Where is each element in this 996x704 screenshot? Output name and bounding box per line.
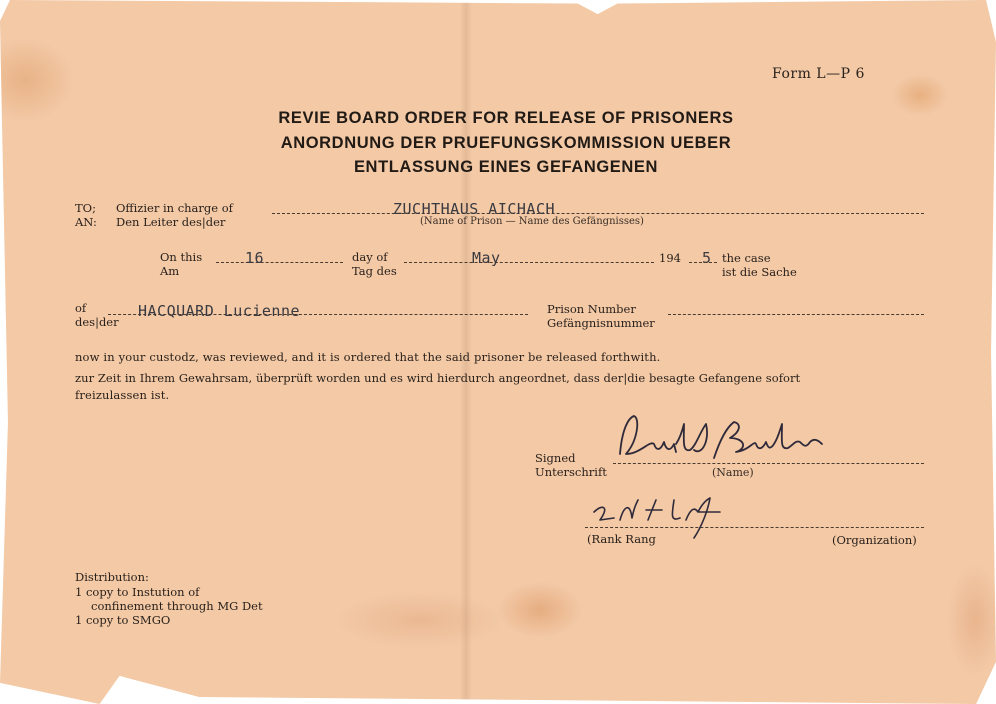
prison-name-value: ZUCHTHAUS AICHACH [393,200,556,218]
case-de: ist die Sache [722,265,797,279]
name-caption: (Name) [712,466,754,479]
handwritten-signature [610,410,840,470]
case-en: the case [722,251,771,265]
of-de: des|der [75,315,119,329]
rank-caption: (Rank Rang [587,532,656,546]
distribution-line-2: confinement through MG Det [91,599,263,613]
on-this-en: On this [160,250,203,264]
of-en: of [75,301,87,315]
day-of-de: Tag des [352,264,397,278]
body-line-de-1: zur Zeit in Ihrem Gewahrsam, überprüft worden und es wird hierdurch angeordnet, dass der|die besagte Gefangene sofort [75,371,801,385]
to-label-de: Den Leiter des|der [116,215,226,229]
prison-number-dotted-line [668,314,924,315]
form-number: Form L—P 6 [772,66,865,82]
signed-de: Unterschrift [535,465,607,479]
body-line-de-2: freizulassen ist. [75,388,170,402]
organization-caption: (Organization) [832,533,917,547]
on-this-de: Am [160,264,180,278]
year-digit: 5 [702,249,712,267]
title-line-3: ENTLASSUNG EINES GEFANGENEN [353,158,659,176]
distribution-line-1: 1 copy to Instution of [75,585,200,599]
title-line-1: REVIE BOARD ORDER FOR RELEASE OF PRISONERS [278,109,734,127]
signed-en: Signed [535,451,576,465]
to-label-en: Offizier in charge of [116,201,233,215]
day-dotted-line [216,262,343,263]
prison-number-de: Gefängnisnummer [547,316,655,330]
title-line-2: ANORDNUNG DER PRUEFUNGSKOMMISSION UEBER [280,134,732,152]
year-prefix: 194 [659,251,681,265]
to-prefix-en: TO; [75,201,96,215]
day-of-en: day of [352,250,388,264]
prison-number-en: Prison Number [547,302,636,316]
body-line-en: now in your custodz, was reviewed, and it is ordered that the said prisoner be released forthwith. [75,350,661,364]
month-value: May [472,249,501,267]
prisoner-name-value: HACQUARD Lucienne [138,302,301,320]
month-dotted-line [404,262,654,263]
prison-name-caption: (Name of Prison — Name des Gefängnisses) [420,216,644,227]
distribution-heading: Distribution: [75,570,149,584]
to-prefix-de: AN: [75,215,97,229]
day-value: 16 [245,249,265,267]
year-dotted-line [689,262,717,263]
to-dotted-line [272,213,924,214]
distribution-line-3: 1 copy to SMGO [75,613,171,627]
